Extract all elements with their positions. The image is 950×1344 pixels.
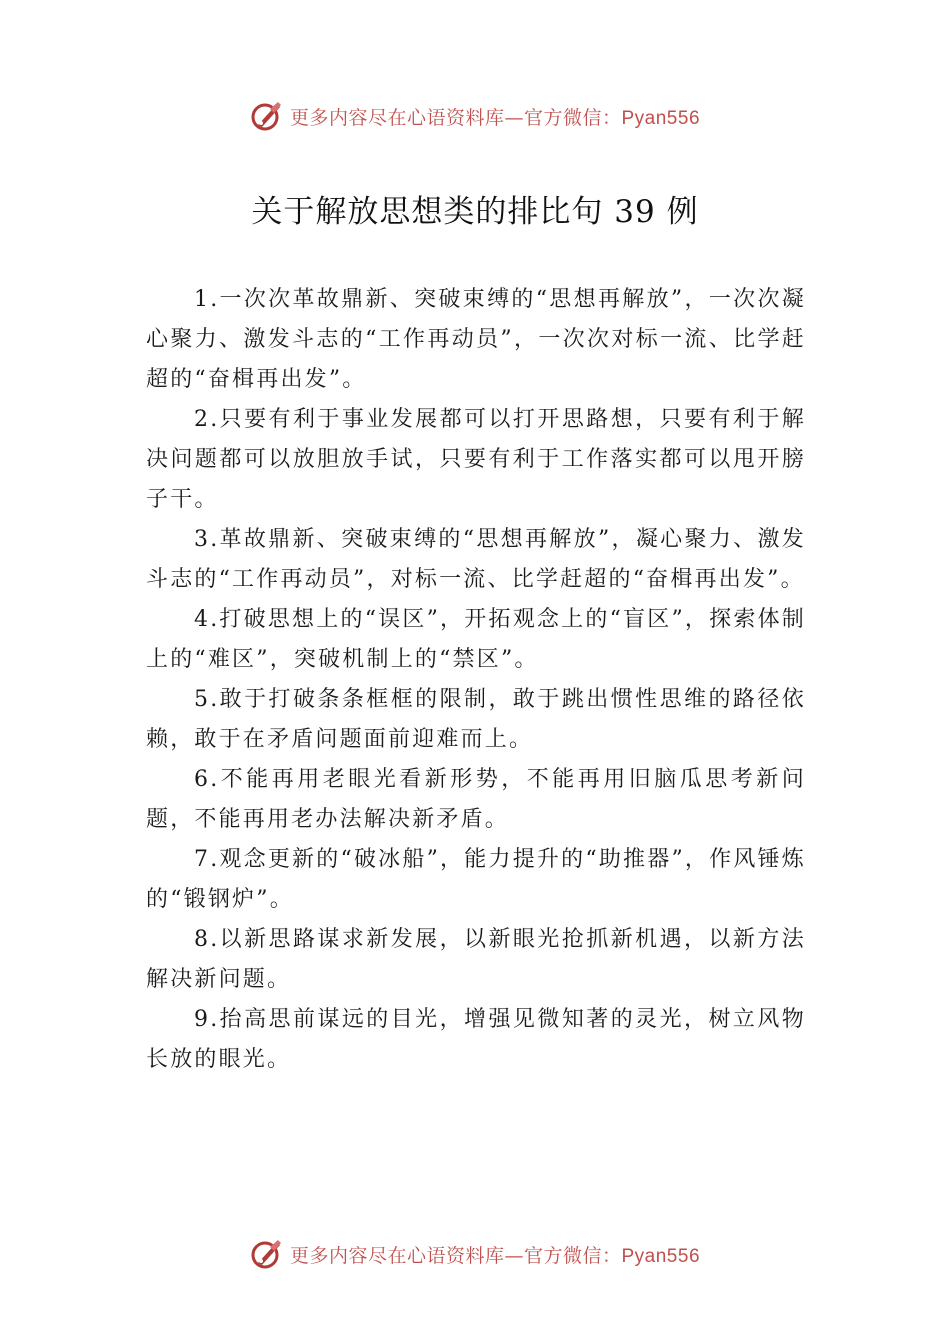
footer-banner xyxy=(0,1234,950,1274)
header-banner xyxy=(0,96,950,136)
document-body xyxy=(146,280,806,1080)
paragraph-4: 4.打破思想上的“误区”，开拓观念上的“盲区”，探索体制上的“难区”，突破机制上的“禁区”。 xyxy=(146,607,806,672)
quill-logo-icon xyxy=(250,99,284,133)
header-wechat-account: Pyan556 xyxy=(621,107,701,129)
header-banner-label: 更多内容尽在心语资料库—官方微信：Pyan556 xyxy=(289,106,701,129)
paragraph-7: 7.观念更新的“破冰船”，能力提升的“助推器”，作风锤炼的“锻钢炉”。 xyxy=(146,847,806,912)
document-title: 关于解放思想类的排比句 39 例 xyxy=(251,194,699,230)
paragraph-5: 5.敢于打破条条框框的限制，敢于跳出惯性思维的路径依赖，敢于在矛盾问题面前迎难而上。 xyxy=(146,687,806,752)
footer-banner-label: 更多内容尽在心语资料库—官方微信：Pyan556 xyxy=(289,1244,701,1267)
paragraph-1: 1.一次次革故鼎新、突破束缚的“思想再解放”，一次次凝心聚力、激发斗志的“工作再动员”，一次次对标一流、比学赶超的“奋楫再出发”。 xyxy=(146,287,806,392)
paragraph-8: 8.以新思路谋求新发展，以新眼光抢抓新机遇，以新方法解决新问题。 xyxy=(146,927,806,992)
paragraph-9: 9.抬高思前谋远的目光，增强见微知著的灵光，树立风物长放的眼光。 xyxy=(146,1007,806,1072)
paragraph-2: 2.只要有利于事业发展都可以打开思路想，只要有利于解决问题都可以放胆放手试，只要有利于工作落实都可以甩开膀子干。 xyxy=(146,407,806,512)
paragraph-6: 6.不能再用老眼光看新形势，不能再用旧脑瓜思考新问题，不能再用老办法解决新矛盾。 xyxy=(146,767,806,832)
quill-logo-icon xyxy=(250,1237,284,1271)
footer-wechat-account: Pyan556 xyxy=(621,1245,701,1267)
paragraph-3: 3.革故鼎新、突破束缚的“思想再解放”，凝心聚力、激发斗志的“工作再动员”，对标一流、比学赶超的“奋楫再出发”。 xyxy=(146,527,806,592)
